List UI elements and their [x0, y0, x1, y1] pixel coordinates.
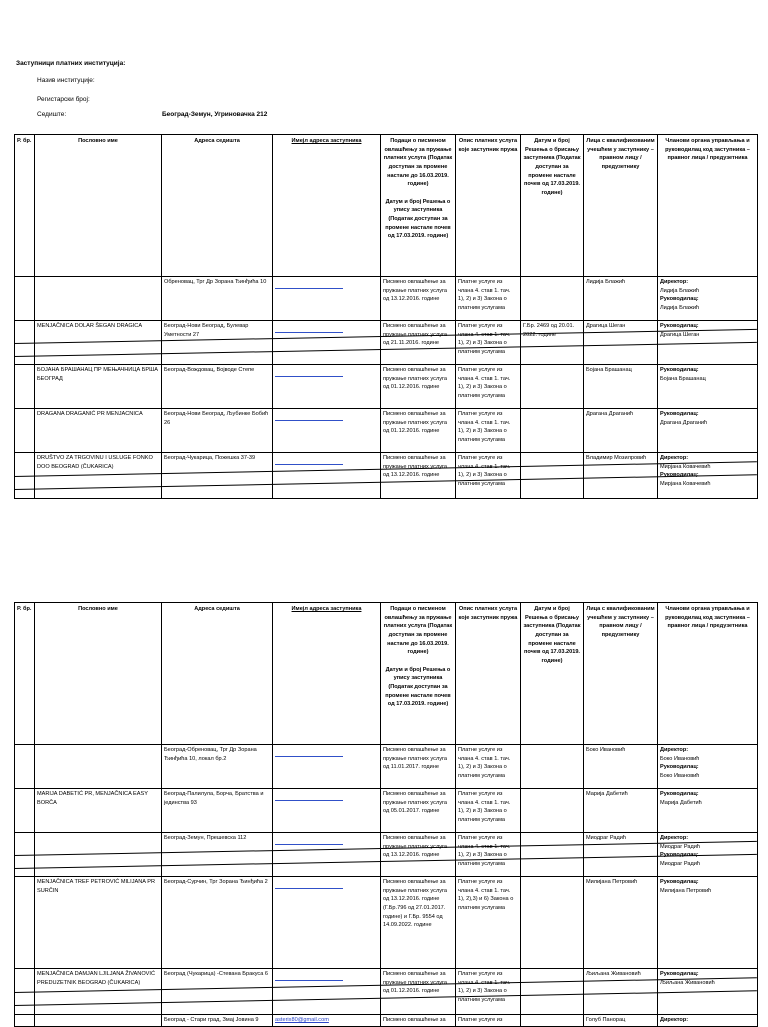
col-qualified-persons-cell: Марија Дабетић [584, 789, 658, 833]
col-address-header: Адреса седишта [162, 135, 273, 277]
col-management-cell: Руководилац: Марија Дабетић [658, 789, 758, 833]
col-authorization-header: Подаци о писменом овлашћењу за пружање платних услуга (Податак доступан за промене настале до 16.03.2019. године) Датум и број Решења о упису заступника (Податак доступан за промене настале почев од 17.03.2019. године) [381, 135, 456, 277]
col-no-header: Р. бр. [15, 135, 35, 277]
col-email-cell[interactable] [273, 409, 381, 453]
col-business-name-cell: MENJAČNICA DAMJAN LJILJANA ŽIVANOVIĆ PREDUZETNIK BEOGRAD (ČUKARICA) [35, 969, 162, 1015]
col-management-cell: Руководилац: Драгана Драганић [658, 409, 758, 453]
table-row [15, 321, 758, 365]
col-service-description-cell: Платне услуге из члана 4. став 1. тач. 1), 2) и 3) Закона о платним услугама [456, 453, 521, 499]
col-address-cell: Београд-Чукарица, Пожешка 37-39 [162, 453, 273, 499]
col-service-description-header: Опис платних услуга које заступник пружа [456, 135, 521, 277]
col-authorization-cell: Писмено овлашћење за пружање платних услуга од 11.01.2017. године [381, 745, 456, 789]
registry-label: Регистарски број: [37, 96, 90, 103]
table-row [15, 365, 758, 409]
col-business-name-header: Пословно име [35, 135, 162, 277]
col-service-description-cell: Платне услуге из члана 4. став 1. тач. 1), 2) и 3) Закона о платним услугама [456, 969, 521, 1015]
col-email-cell[interactable] [273, 833, 381, 877]
col-business-name-cell: БОЈАНА БРАШАНАЦ ПР МЕЊАЧНИЦА БРША БЕОГРАД [35, 365, 162, 409]
col-email-header: Имејл адреса заступника [273, 135, 381, 277]
col-authorization-cell: Писмено овлашћење за [381, 1015, 456, 1027]
col-deletion-cell [521, 789, 584, 833]
table-header-row [15, 135, 758, 277]
col-management-cell: Директор: Мирјана Ковачевић Руководилац: Мирјана Ковачевић [658, 453, 758, 499]
col-service-description-cell: Платне услуге из члана 4. став 1. тач. 1), 2) и 3) Закона о платним услугама [456, 277, 521, 321]
col-service-description-cell: Платне услуге из [456, 1015, 521, 1027]
table-row [15, 409, 758, 453]
col-qualified-persons-cell: Љиљана Живановић [584, 969, 658, 1015]
email-link[interactable] [275, 413, 343, 421]
col-qualified-persons-header: Лица с квалификованим учешћем у заступнику – правном лицу / предузетнику [584, 135, 658, 277]
col-no-header: Р. бр. [15, 603, 35, 745]
col-address-header: Адреса седишта [162, 603, 273, 745]
col-email-cell[interactable] [273, 321, 381, 365]
col-no-cell [15, 409, 35, 453]
email-link[interactable] [275, 837, 343, 845]
email-link[interactable] [275, 369, 343, 377]
col-email-header: Имејл адреса заступника [273, 603, 381, 745]
col-email-cell[interactable] [273, 277, 381, 321]
col-service-description-cell: Платне услуге из члана 4. став 1. тач. 1), 2) и 3) Закона о платним услугама [456, 321, 521, 365]
col-business-name-cell: MENJAČNICA DOLAR ŠEGAN DRAGICA [35, 321, 162, 365]
institution-label: Назив институције: [37, 77, 95, 84]
col-service-description-cell: Платне услуге из члана 4. став 1. тач. 1), 2) и 3) Закона о платним услугама [456, 409, 521, 453]
seat-value: Београд-Земун, Угриновачка 212 [162, 111, 268, 118]
col-business-name-cell: DRUŠTVO ZA TRGOVINU I USLUGE FONKO DOO BEOGRAD (ČUKARICA) [35, 453, 162, 499]
col-service-description-cell: Платне услуге из члана 4. став 1. тач. 1), 2) и 3) Закона о платним услугама [456, 789, 521, 833]
email-link[interactable]: asterix80@gmail.com [275, 1017, 329, 1023]
col-email-cell[interactable] [273, 453, 381, 499]
col-deletion-cell [521, 277, 584, 321]
col-business-name-cell: MENJAČNICA TREF PETROVIĆ MILIJANA PR SURČIN [35, 877, 162, 969]
col-management-cell: Директор: Боко Ивановић Руководилац: Боко Ивановић [658, 745, 758, 789]
col-deletion-header: Датум и број Решења о брисању заступника (Податак доступан за промене настале почев од 17.03.2019. године) [521, 603, 584, 745]
col-authorization-cell: Писмено овлашћење за пружање платних услуга од 01.12.2016. године [381, 409, 456, 453]
col-address-cell: Обреновац, Трг Др Зорана Ђинђића 10 [162, 277, 273, 321]
col-service-description-cell: Платне услуге из члана 4. став 1. тач. 1), 2) и 3) Закона о платним услугама [456, 365, 521, 409]
col-service-description-cell: Платне услуге из члана 4. став 1. тач. 1), 2),3) и 6) Закона о платним услугама [456, 877, 521, 969]
email-link[interactable] [275, 793, 343, 801]
document-title: Заступници платних институција: [16, 60, 126, 67]
col-deletion-cell [521, 969, 584, 1015]
col-business-name-cell: DRAGANA DRAGANIĆ PR MENJACNICA [35, 409, 162, 453]
agents-table-1 [14, 134, 758, 499]
col-address-cell: Београд - Стари град, Змај Јовина 9 [162, 1015, 273, 1027]
col-address-cell: Београд-Сурчин, Трг Зорана Ђинђића 2 [162, 877, 273, 969]
col-address-cell: Београд-Вождовац, Војводе Степе [162, 365, 273, 409]
col-deletion-cell [521, 409, 584, 453]
table-row [15, 745, 758, 789]
col-no-cell [15, 1015, 35, 1027]
col-no-cell [15, 745, 35, 789]
col-qualified-persons-cell: Бокo Ивановић [584, 745, 658, 789]
col-qualified-persons-cell: Драгана Драганић [584, 409, 658, 453]
col-authorization-cell: Писмено овлашћење за пружање платних услуга од 13.12.2016. године [381, 833, 456, 877]
table-row [15, 833, 758, 877]
agents-table-2 [14, 602, 758, 1027]
col-qualified-persons-cell: Милијана Петровић [584, 877, 658, 969]
col-deletion-cell: Г.Бр. 2469 од 20.01. 2022. године [521, 321, 584, 365]
col-address-cell: Београд (Чукарица) -Стевана Бракуса 6 [162, 969, 273, 1015]
col-deletion-header: Датум и број Решења о брисању заступника (Податак доступан за промене настале почев од 17.03.2019. године) [521, 135, 584, 277]
col-management-header: Чланови органа управљања и руководилац код заступника – правног лица / предузетника [658, 135, 758, 277]
col-authorization-cell: Писмено овлашћење за пружање платних услуга од 13.12.2016. године [381, 277, 456, 321]
col-no-cell [15, 365, 35, 409]
col-authorization-cell: Писмено овлашћење за пружање платних услуга од 01.12.2016. године [381, 969, 456, 1015]
col-qualified-persons-header: Лица с квалификованим учешћем у заступнику – правном лицу / предузетнику [584, 603, 658, 745]
col-qualified-persons-cell: Голуб Панорац [584, 1015, 658, 1027]
col-business-name-cell [35, 1015, 162, 1027]
col-service-description-header: Опис платних услуга које заступник пружа [456, 603, 521, 745]
email-link[interactable] [275, 881, 343, 889]
col-deletion-cell [521, 365, 584, 409]
col-email-cell[interactable] [273, 789, 381, 833]
email-link[interactable] [275, 325, 343, 333]
col-business-name-cell [35, 745, 162, 789]
col-email-cell[interactable] [273, 365, 381, 409]
col-deletion-cell [521, 1015, 584, 1027]
col-service-description-cell: Платне услуге из члана 4. став 1. тач. 1), 2) и 3) Закона о платним услугама [456, 833, 521, 877]
col-qualified-persons-cell: Драгица Шеган [584, 321, 658, 365]
col-email-cell[interactable] [273, 969, 381, 1015]
col-deletion-cell [521, 453, 584, 499]
col-email-cell[interactable] [273, 1015, 381, 1027]
email-link[interactable] [275, 457, 343, 465]
col-management-cell: Руководилац: Бојана Брашанац [658, 365, 758, 409]
col-qualified-persons-cell: Владимир Мозилровић [584, 453, 658, 499]
col-business-name-cell: MARIJA DABETIĆ PR, MENJAČNICA EASY BORČA [35, 789, 162, 833]
col-service-description-cell: Платне услуге из члана 4. став 1. тач. 1), 2) и 3) Закона о платним услугама [456, 745, 521, 789]
col-authorization-cell: Писмено овлашћење за пружање платних услуга од 13.12.2016. године (Г.Бр.796 од 27.01.2017. године) и Г.Бр. 9554 од 14.09.2022. године [381, 877, 456, 969]
col-email-cell[interactable] [273, 877, 381, 969]
col-deletion-cell [521, 877, 584, 969]
col-authorization-cell: Писмено овлашћење за пружање платних услуга од 05.01.2017. године [381, 789, 456, 833]
table-header-row [15, 603, 758, 745]
col-deletion-cell [521, 745, 584, 789]
col-authorization-cell: Писмено овлашћење за пружање платних услуга од 01.12.2016. године [381, 365, 456, 409]
col-management-cell: Руководилац: Милијана Петровић [658, 877, 758, 969]
table-row [15, 1015, 758, 1027]
col-qualified-persons-cell: Миодраг Радић [584, 833, 658, 877]
col-qualified-persons-cell: Лидија Блажић [584, 277, 658, 321]
col-email-cell[interactable] [273, 745, 381, 789]
col-no-cell [15, 277, 35, 321]
col-management-header: Чланови органа управљања и руководилац код заступника – правног лица / предузетника [658, 603, 758, 745]
col-no-cell [15, 877, 35, 969]
col-address-cell: Београд-Земун, Прешевска 112 [162, 833, 273, 877]
email-link[interactable] [275, 749, 343, 757]
col-no-cell [15, 789, 35, 833]
col-authorization-cell: Писмено овлашћење за пружање платних услуга од 13.12.2016. године [381, 453, 456, 499]
table-row [15, 277, 758, 321]
col-business-name-cell [35, 277, 162, 321]
col-qualified-persons-cell: Бојана Брашанац [584, 365, 658, 409]
email-link[interactable] [275, 973, 343, 981]
col-address-cell: Београд-Нови Београд, Булевар Уметности 27 [162, 321, 273, 365]
col-business-name-header: Пословно име [35, 603, 162, 745]
col-management-cell: Директор: Лидија Блажић Руководилац: Лидија Блажић [658, 277, 758, 321]
seat-label: Седиште: [37, 111, 67, 118]
col-authorization-cell: Писмено овлашћење за пружање платних услуга од 21.11.2016. године [381, 321, 456, 365]
email-link[interactable] [275, 281, 343, 289]
table-row [15, 789, 758, 833]
col-management-cell: Руководилац: Љиљана Живановић [658, 969, 758, 1015]
col-management-cell: Директор: Миодраг Радић Руководилац: Миодраг Радић [658, 833, 758, 877]
col-management-cell: Руководилац: Драгица Шеган [658, 321, 758, 365]
col-address-cell: Београд-Нови Београд, Љубинке Бобић 26 [162, 409, 273, 453]
col-deletion-cell [521, 833, 584, 877]
col-authorization-header: Подаци о писменом овлашћењу за пружање платних услуга (Податак доступан за промене настале до 16.03.2019. године) Датум и број Решења о упису заступника (Податак доступан за промене настале почев од 17.03.2019. године) [381, 603, 456, 745]
col-address-cell: Београд-Обреновац, Трг Др Зорана Ђинђића 10, локал бр.2 [162, 745, 273, 789]
table-row [15, 877, 758, 969]
col-management-cell: Директор: [658, 1015, 758, 1027]
col-address-cell: Београд-Палилула, Борча, Братства и јединства 93 [162, 789, 273, 833]
